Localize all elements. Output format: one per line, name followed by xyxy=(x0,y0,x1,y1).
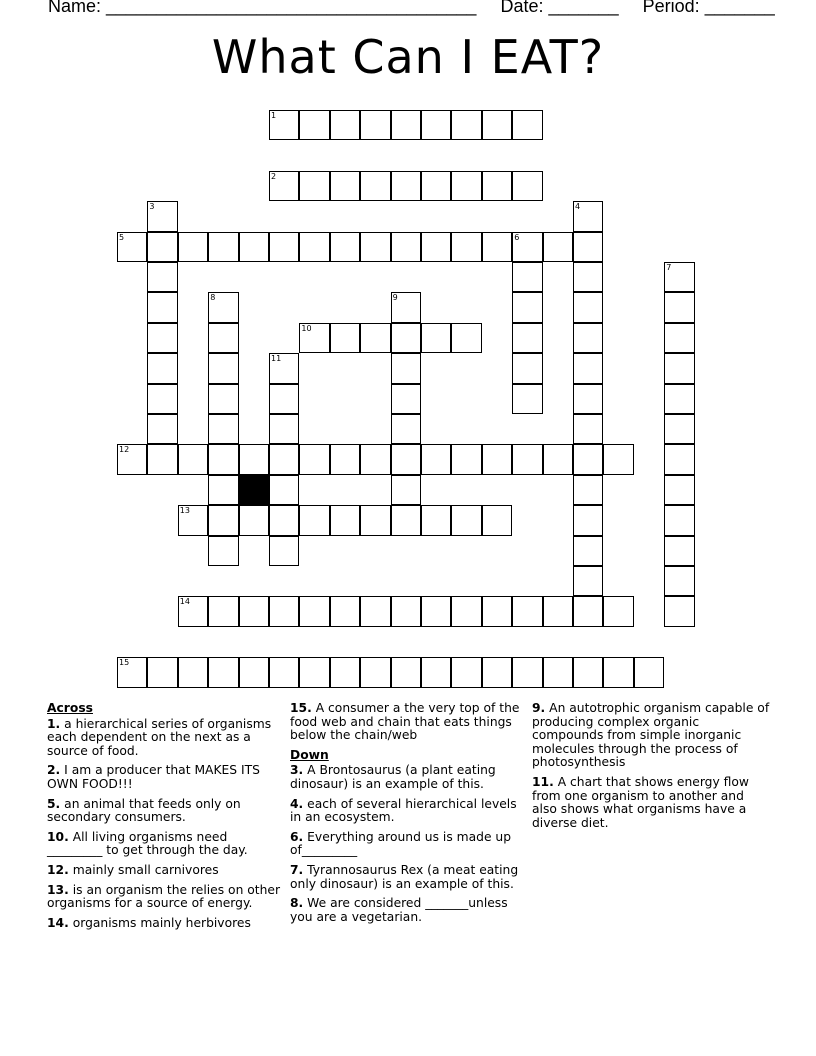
grid-cell[interactable] xyxy=(117,657,147,687)
date-label: Date: xyxy=(500,0,544,16)
grid-cell[interactable] xyxy=(512,232,542,262)
grid-cell[interactable] xyxy=(147,262,177,292)
name-label: Name: xyxy=(48,0,102,16)
clue-down-4: 4. each of several hierarchical levels in an ecosystem. xyxy=(290,796,517,825)
grid-cell[interactable] xyxy=(391,475,421,505)
grid-cell[interactable] xyxy=(360,444,390,474)
grid-cell[interactable] xyxy=(391,657,421,687)
grid-cell[interactable] xyxy=(573,384,603,414)
grid-cell[interactable] xyxy=(421,232,451,262)
grid-cell[interactable] xyxy=(421,171,451,201)
clue-down-6: 6. Everything around us is made up of_________ xyxy=(290,829,512,858)
grid-cell[interactable] xyxy=(208,444,238,474)
grid-cell[interactable] xyxy=(269,505,299,535)
down-heading: Down xyxy=(290,747,329,762)
clue-number: 6 xyxy=(514,232,520,242)
grid-cell[interactable] xyxy=(239,505,269,535)
grid-cell[interactable] xyxy=(543,444,573,474)
grid-cell[interactable] xyxy=(391,505,421,535)
clue-number: 2 xyxy=(271,171,277,181)
grid-cell[interactable] xyxy=(330,657,360,687)
grid-cell[interactable] xyxy=(117,444,147,474)
grid-cell[interactable] xyxy=(239,596,269,626)
grid-cell[interactable] xyxy=(360,232,390,262)
grid-cell[interactable] xyxy=(269,232,299,262)
grid-cell[interactable] xyxy=(208,323,238,353)
grid-cell[interactable] xyxy=(330,171,360,201)
grid-cell[interactable] xyxy=(239,444,269,474)
grid-cell[interactable] xyxy=(269,536,299,566)
grid-cell[interactable] xyxy=(482,444,512,474)
grid-cell[interactable] xyxy=(299,323,329,353)
clue-across-1: 1. a hierarchical series of organisms each dependent on the next as a source of food. xyxy=(47,716,272,758)
grid-cell[interactable] xyxy=(239,657,269,687)
grid-cell[interactable] xyxy=(451,444,481,474)
grid-cell[interactable] xyxy=(664,475,694,505)
grid-cell[interactable] xyxy=(573,596,603,626)
grid-cell[interactable] xyxy=(208,536,238,566)
grid-cell[interactable] xyxy=(482,110,512,140)
clue-across-10: 10. All living organisms need _________ to get through the day. xyxy=(47,829,248,858)
grid-cell[interactable] xyxy=(391,171,421,201)
grid-cell[interactable] xyxy=(178,232,208,262)
clue-down-8: 8. We are considered _______unless you are a vegetarian. xyxy=(290,896,508,924)
grid-cell[interactable] xyxy=(360,110,390,140)
grid-cell[interactable] xyxy=(573,323,603,353)
grid-cell[interactable] xyxy=(512,110,542,140)
grid-cell[interactable] xyxy=(573,414,603,444)
clue-across-2: 2. I am a producer that MAKES ITS OWN FOOD!!! xyxy=(47,763,260,791)
grid-cell[interactable] xyxy=(603,596,633,626)
clue-number: 7 xyxy=(666,263,672,272)
period-label: Period: xyxy=(642,0,700,16)
grid-cell[interactable] xyxy=(208,475,238,505)
date-blank[interactable]: _______ xyxy=(548,0,619,16)
grid-cell[interactable] xyxy=(421,444,451,474)
grid-cell[interactable] xyxy=(178,505,208,535)
period-blank[interactable]: _______ xyxy=(704,0,775,16)
grid-cell[interactable] xyxy=(330,596,360,626)
grid-cell[interactable] xyxy=(664,505,694,535)
grid-cell[interactable] xyxy=(482,657,512,687)
grid-cell[interactable] xyxy=(664,384,694,414)
grid-cell[interactable] xyxy=(269,110,299,140)
grid-cell[interactable] xyxy=(391,292,421,322)
clue-number: 3 xyxy=(149,202,155,212)
grid-cell[interactable] xyxy=(147,292,177,322)
grid-cell[interactable] xyxy=(269,657,299,687)
grid-cell[interactable] xyxy=(299,232,329,262)
grid-cell[interactable] xyxy=(269,171,299,201)
grid-cell[interactable] xyxy=(664,262,694,292)
grid-cell[interactable] xyxy=(391,323,421,353)
grid-cell[interactable] xyxy=(269,596,299,626)
grid-cell[interactable] xyxy=(664,353,694,383)
clue-down-9: 9. An autotrophic organism capable of producing complex organic compounds from simple inorganic molecules through the process of photosynthesis xyxy=(532,701,770,770)
grid-cell[interactable] xyxy=(117,232,147,262)
grid-cell[interactable] xyxy=(147,232,177,262)
clues-column-2 xyxy=(290,702,522,930)
grid-cell[interactable] xyxy=(330,444,360,474)
grid-cell[interactable] xyxy=(147,353,177,383)
grid-cell[interactable] xyxy=(421,657,451,687)
grid-cell[interactable] xyxy=(512,444,542,474)
grid-cell[interactable] xyxy=(391,596,421,626)
clues-column-1 xyxy=(47,702,282,936)
grid-cell[interactable] xyxy=(147,444,177,474)
grid-cell[interactable] xyxy=(178,596,208,626)
grid-cell[interactable] xyxy=(664,536,694,566)
grid-cell[interactable] xyxy=(147,384,177,414)
grid-cell[interactable] xyxy=(208,353,238,383)
grid-cell[interactable] xyxy=(603,657,633,687)
grid-cell[interactable] xyxy=(330,323,360,353)
grid-cell[interactable] xyxy=(391,353,421,383)
grid-cell[interactable] xyxy=(360,657,390,687)
grid-cell[interactable] xyxy=(664,566,694,596)
grid-cell[interactable] xyxy=(573,505,603,535)
clue-number: 5 xyxy=(119,232,125,242)
grid-cell[interactable] xyxy=(451,505,481,535)
name-blank[interactable]: _____________________________________ xyxy=(106,0,477,16)
grid-cell[interactable] xyxy=(147,414,177,444)
grid-cell[interactable] xyxy=(482,171,512,201)
grid-cell[interactable] xyxy=(573,262,603,292)
grid-cell[interactable] xyxy=(299,505,329,535)
grid-cell[interactable] xyxy=(239,232,269,262)
grid-cell[interactable] xyxy=(178,657,208,687)
grid-cell[interactable] xyxy=(573,292,603,322)
grid-cell[interactable] xyxy=(208,505,238,535)
grid-cell[interactable] xyxy=(299,657,329,687)
grid-cell[interactable] xyxy=(573,444,603,474)
grid-cell[interactable] xyxy=(208,414,238,444)
grid-cell[interactable] xyxy=(573,566,603,596)
grid-cell[interactable] xyxy=(573,353,603,383)
page-title: What Can I EAT? xyxy=(211,30,605,84)
grid-cell[interactable] xyxy=(482,505,512,535)
grid-cell[interactable] xyxy=(147,201,177,231)
grid-cell[interactable] xyxy=(421,505,451,535)
grid-cell[interactable] xyxy=(634,657,664,687)
grid-cell[interactable] xyxy=(512,262,542,292)
grid-cell[interactable] xyxy=(664,292,694,322)
grid-cell[interactable] xyxy=(451,171,481,201)
grid-cell[interactable] xyxy=(147,323,177,353)
grid-cell[interactable] xyxy=(543,596,573,626)
across-heading: Across xyxy=(47,701,93,715)
grid-cell[interactable] xyxy=(391,444,421,474)
grid-cell[interactable] xyxy=(178,444,208,474)
grid-cell[interactable] xyxy=(147,657,177,687)
clue-across-12: 12. mainly small carnivores xyxy=(47,862,219,877)
grid-cell[interactable] xyxy=(543,657,573,687)
clue-number: 15 xyxy=(119,658,130,668)
clue-down-11: 11. A chart that shows energy flow from one organism to another and also shows what organisms have a diverse diet. xyxy=(532,774,749,830)
grid-cell[interactable] xyxy=(543,232,573,262)
grid-cell[interactable] xyxy=(451,323,481,353)
grid-cell[interactable] xyxy=(299,444,329,474)
grid-cell[interactable] xyxy=(269,475,299,505)
grid-cell[interactable] xyxy=(208,384,238,414)
grid-cell[interactable] xyxy=(482,232,512,262)
grid-cell[interactable] xyxy=(421,596,451,626)
grid-cell[interactable] xyxy=(664,323,694,353)
grid-cell[interactable] xyxy=(451,232,481,262)
grid-cell[interactable] xyxy=(512,353,542,383)
grid-cell[interactable] xyxy=(391,384,421,414)
clue-down-7: 7. Tyrannosaurus Rex (a meat eating only dinosaur) is an example of this. xyxy=(290,862,519,891)
grid-cell[interactable] xyxy=(482,596,512,626)
clue-across-15: 15. A consumer a the very top of the food web and chain that eats things below the chain/web xyxy=(290,701,520,743)
grid-cell[interactable] xyxy=(360,505,390,535)
grid-cell[interactable] xyxy=(451,657,481,687)
clue-number: 14 xyxy=(179,597,190,607)
grid-cell[interactable] xyxy=(391,110,421,140)
clue-number: 4 xyxy=(575,202,581,212)
grid-cell[interactable] xyxy=(664,414,694,444)
grid-cell[interactable] xyxy=(330,505,360,535)
grid-cell[interactable] xyxy=(512,596,542,626)
grid-cell[interactable] xyxy=(208,292,238,322)
clue-number: 1 xyxy=(271,111,277,120)
grid-cell[interactable] xyxy=(269,353,299,383)
grid-cell[interactable] xyxy=(360,596,390,626)
clue-number: 11 xyxy=(271,354,282,364)
grid-cell[interactable] xyxy=(664,444,694,474)
grid-cell[interactable] xyxy=(421,110,451,140)
grid-cell[interactable] xyxy=(299,110,329,140)
clue-across-13: 13. is an organism the relies on other organisms for a source of energy. xyxy=(47,882,281,911)
clues-column-3 xyxy=(532,702,772,836)
grid-cell[interactable] xyxy=(512,384,542,414)
grid-cell[interactable] xyxy=(299,171,329,201)
grid-cell[interactable] xyxy=(208,657,238,687)
grid-cell[interactable] xyxy=(573,201,603,231)
black-cell xyxy=(239,475,269,505)
grid-cell[interactable] xyxy=(208,596,238,626)
grid-cell[interactable] xyxy=(512,171,542,201)
clue-number: 12 xyxy=(119,445,130,455)
clue-number: 10 xyxy=(301,323,312,333)
grid-cell[interactable] xyxy=(603,444,633,474)
clue-across-5: 5. an animal that feeds only on secondary consumers. xyxy=(47,796,241,825)
grid-cell[interactable] xyxy=(451,596,481,626)
grid-cell[interactable] xyxy=(269,414,299,444)
clue-number: 8 xyxy=(210,293,216,303)
grid-cell[interactable] xyxy=(512,657,542,687)
grid-cell[interactable] xyxy=(360,323,390,353)
grid-cell[interactable] xyxy=(391,232,421,262)
grid-cell[interactable] xyxy=(573,475,603,505)
grid-cell[interactable] xyxy=(360,171,390,201)
grid-cell[interactable] xyxy=(573,657,603,687)
clue-across-14: 14. organisms mainly herbivores xyxy=(47,915,251,930)
grid-cell[interactable] xyxy=(299,596,329,626)
grid-cell[interactable] xyxy=(512,292,542,322)
grid-cell[interactable] xyxy=(573,232,603,262)
clue-number: 9 xyxy=(392,293,398,303)
grid-cell[interactable] xyxy=(451,110,481,140)
clue-down-3: 3. A Brontosaurus (a plant eating dinosaur) is an example of this. xyxy=(290,763,496,791)
grid-cell[interactable] xyxy=(573,536,603,566)
grid-cell[interactable] xyxy=(208,232,238,262)
clue-number: 13 xyxy=(179,506,190,516)
grid-cell[interactable] xyxy=(391,414,421,444)
grid-cell[interactable] xyxy=(512,323,542,353)
grid-cell[interactable] xyxy=(269,384,299,414)
grid-cell[interactable] xyxy=(269,444,299,474)
grid-cell[interactable] xyxy=(330,110,360,140)
grid-cell[interactable] xyxy=(330,232,360,262)
grid-cell[interactable] xyxy=(664,596,694,626)
grid-cell[interactable] xyxy=(421,323,451,353)
